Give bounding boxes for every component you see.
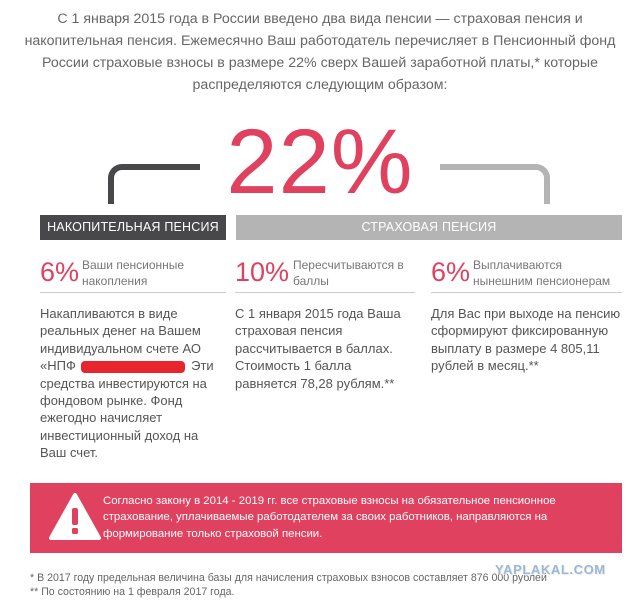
footnote: ** По состоянию на 1 февраля 2017 года.	[30, 586, 235, 598]
footnotes	[30, 571, 547, 599]
insurance-pension-header: СТРАХОВАЯ ПЕНСИЯ	[236, 215, 622, 240]
total-percent: 22%	[200, 112, 440, 212]
column-header	[431, 252, 622, 293]
watermark: YAPLAKAL.COM	[495, 562, 606, 577]
column-header	[235, 252, 415, 293]
column-body: Для Вас при выходе на пенсию сформируют фиксированную выплату в размере 4 805,11 рублей в месяц.**	[431, 306, 621, 374]
column-funded-savings	[40, 252, 226, 462]
law-notice-banner	[30, 483, 622, 553]
column-body: С 1 января 2015 года Ваша страховая пенсия рассчитывается в баллах. Стоимость 1 балла равняется 78,28 рублям.**	[235, 306, 401, 391]
column-percent: 6%	[431, 257, 471, 287]
column-label: Пересчитываются в баллы	[293, 258, 404, 288]
footnote: * В 2017 году предельная величина базы для начисления страховых взносов составляет 876 000 рублей	[30, 572, 547, 584]
column-percent: 6%	[40, 257, 80, 287]
column-percent: 10%	[235, 257, 290, 287]
funded-pension-header: НАКОПИТЕЛЬНАЯ ПЕНСИЯ	[40, 215, 226, 240]
column-body-text-end: Эти средства инвестируются на фондовом рынке. Фонд ежегодно начисляет инвестиционный доход на Ваш счет.	[40, 358, 214, 461]
column-label: Выплачиваются нынешним пенсионерам	[473, 258, 611, 288]
column-current-pensioners	[431, 252, 622, 375]
intro-text: С 1 января 2015 года в России введено два вида пенсии — страховая пенсия и накопительная пенсия. Ежемесячно Ваш работодатель перечисляет в Пенсионный фонд России страховые взносы в размере 22% сверх Вашей заработной платы,* которые распределяются следующим образом:	[24, 11, 616, 93]
column-body	[40, 305, 226, 462]
redaction-mark	[81, 361, 185, 373]
column-recalculated-points	[235, 252, 415, 392]
law-notice-text: Согласно закону в 2014 - 2019 гг. все страховые взносы на обязательное пенсионное страхование, уплачиваемые работодателем за своих работников, направляются на формирование только страховой пенсии.	[103, 495, 556, 540]
warning-triangle-icon	[48, 492, 102, 542]
insurance-bracket	[432, 164, 550, 204]
column-label: Ваши пенсионные накопления	[82, 258, 185, 288]
column-header	[40, 252, 226, 293]
column-body-text-start: Накапливаются в виде реальных денег на Вашем индивидуальном счете АО «НПФ	[40, 306, 202, 374]
